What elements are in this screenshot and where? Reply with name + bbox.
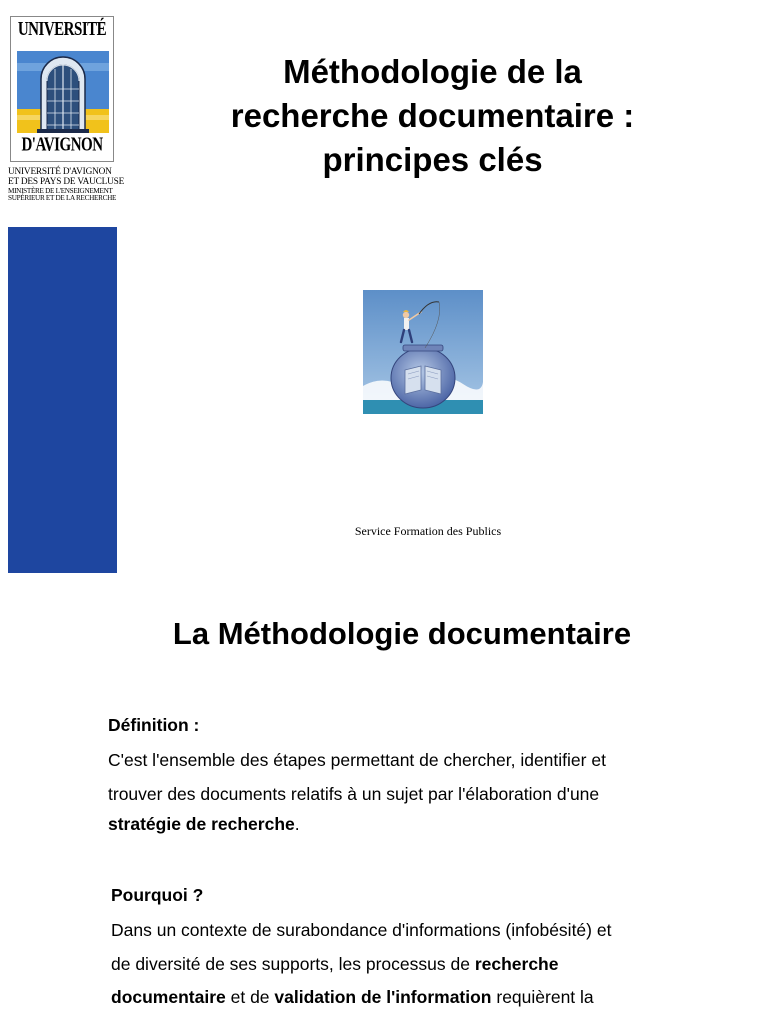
- slide-title: [180, 50, 685, 182]
- definition-text: .: [294, 814, 300, 834]
- logo-subtitle-line: SUPÉRIEUR ET DE LA RECHERCHE: [8, 194, 117, 203]
- pourquoi-text: requièrent la: [491, 987, 594, 1007]
- pourquoi-heading: Pourquoi ?: [111, 885, 204, 905]
- title-line: Méthodologie de la: [283, 53, 582, 90]
- title-line: recherche documentaire :: [230, 97, 635, 134]
- logo-bottom-text: D'AVIGNON: [21, 134, 103, 156]
- doorway-icon: [17, 49, 109, 133]
- pourquoi-line: [111, 987, 594, 1008]
- content-slide: [0, 576, 768, 1024]
- logo-top-text: UNIVERSITÉ: [17, 19, 107, 41]
- university-logo: [10, 16, 114, 162]
- sidebar-blue-bar: [8, 227, 117, 573]
- pourquoi-emphasis: validation de l'information: [274, 987, 492, 1007]
- pourquoi-text: de diversité de ses supports, les processus de: [111, 954, 475, 974]
- pourquoi-emphasis: recherche: [474, 954, 559, 974]
- section-title: La Méthodologie documentaire: [172, 616, 632, 651]
- definition-line: C'est l'ensemble des étapes permettant de chercher, identifier et: [108, 750, 606, 770]
- sidebar: [8, 14, 125, 574]
- fisherman-on-jar-image: [363, 290, 483, 414]
- logo-subtitle-line: ET DES PAYS DE VAUCLUSE: [8, 176, 125, 187]
- logo-subtitle-line: UNIVERSITÉ D'AVIGNON: [8, 167, 112, 177]
- logo-subtitle: [8, 167, 125, 203]
- pourquoi-line: [111, 954, 558, 975]
- service-label: Service Formation des Publics: [354, 524, 502, 538]
- logo-subtitle-line: MINISTÈRE DE L'ENSEIGNEMENT: [8, 186, 113, 195]
- definition-emphasis: stratégie de recherche: [108, 814, 295, 834]
- definition-heading: Définition :: [108, 715, 200, 735]
- definition-line: [108, 814, 300, 835]
- pourquoi-line: Dans un contexte de surabondance d'informations (infobésité) et: [111, 920, 612, 940]
- definition-line: trouver des documents relatifs à un sujet par l'élaboration d'une: [108, 784, 600, 804]
- title-line: principes clés: [322, 141, 543, 178]
- pourquoi-emphasis: documentaire: [111, 987, 226, 1007]
- pourquoi-text: et de: [225, 987, 275, 1007]
